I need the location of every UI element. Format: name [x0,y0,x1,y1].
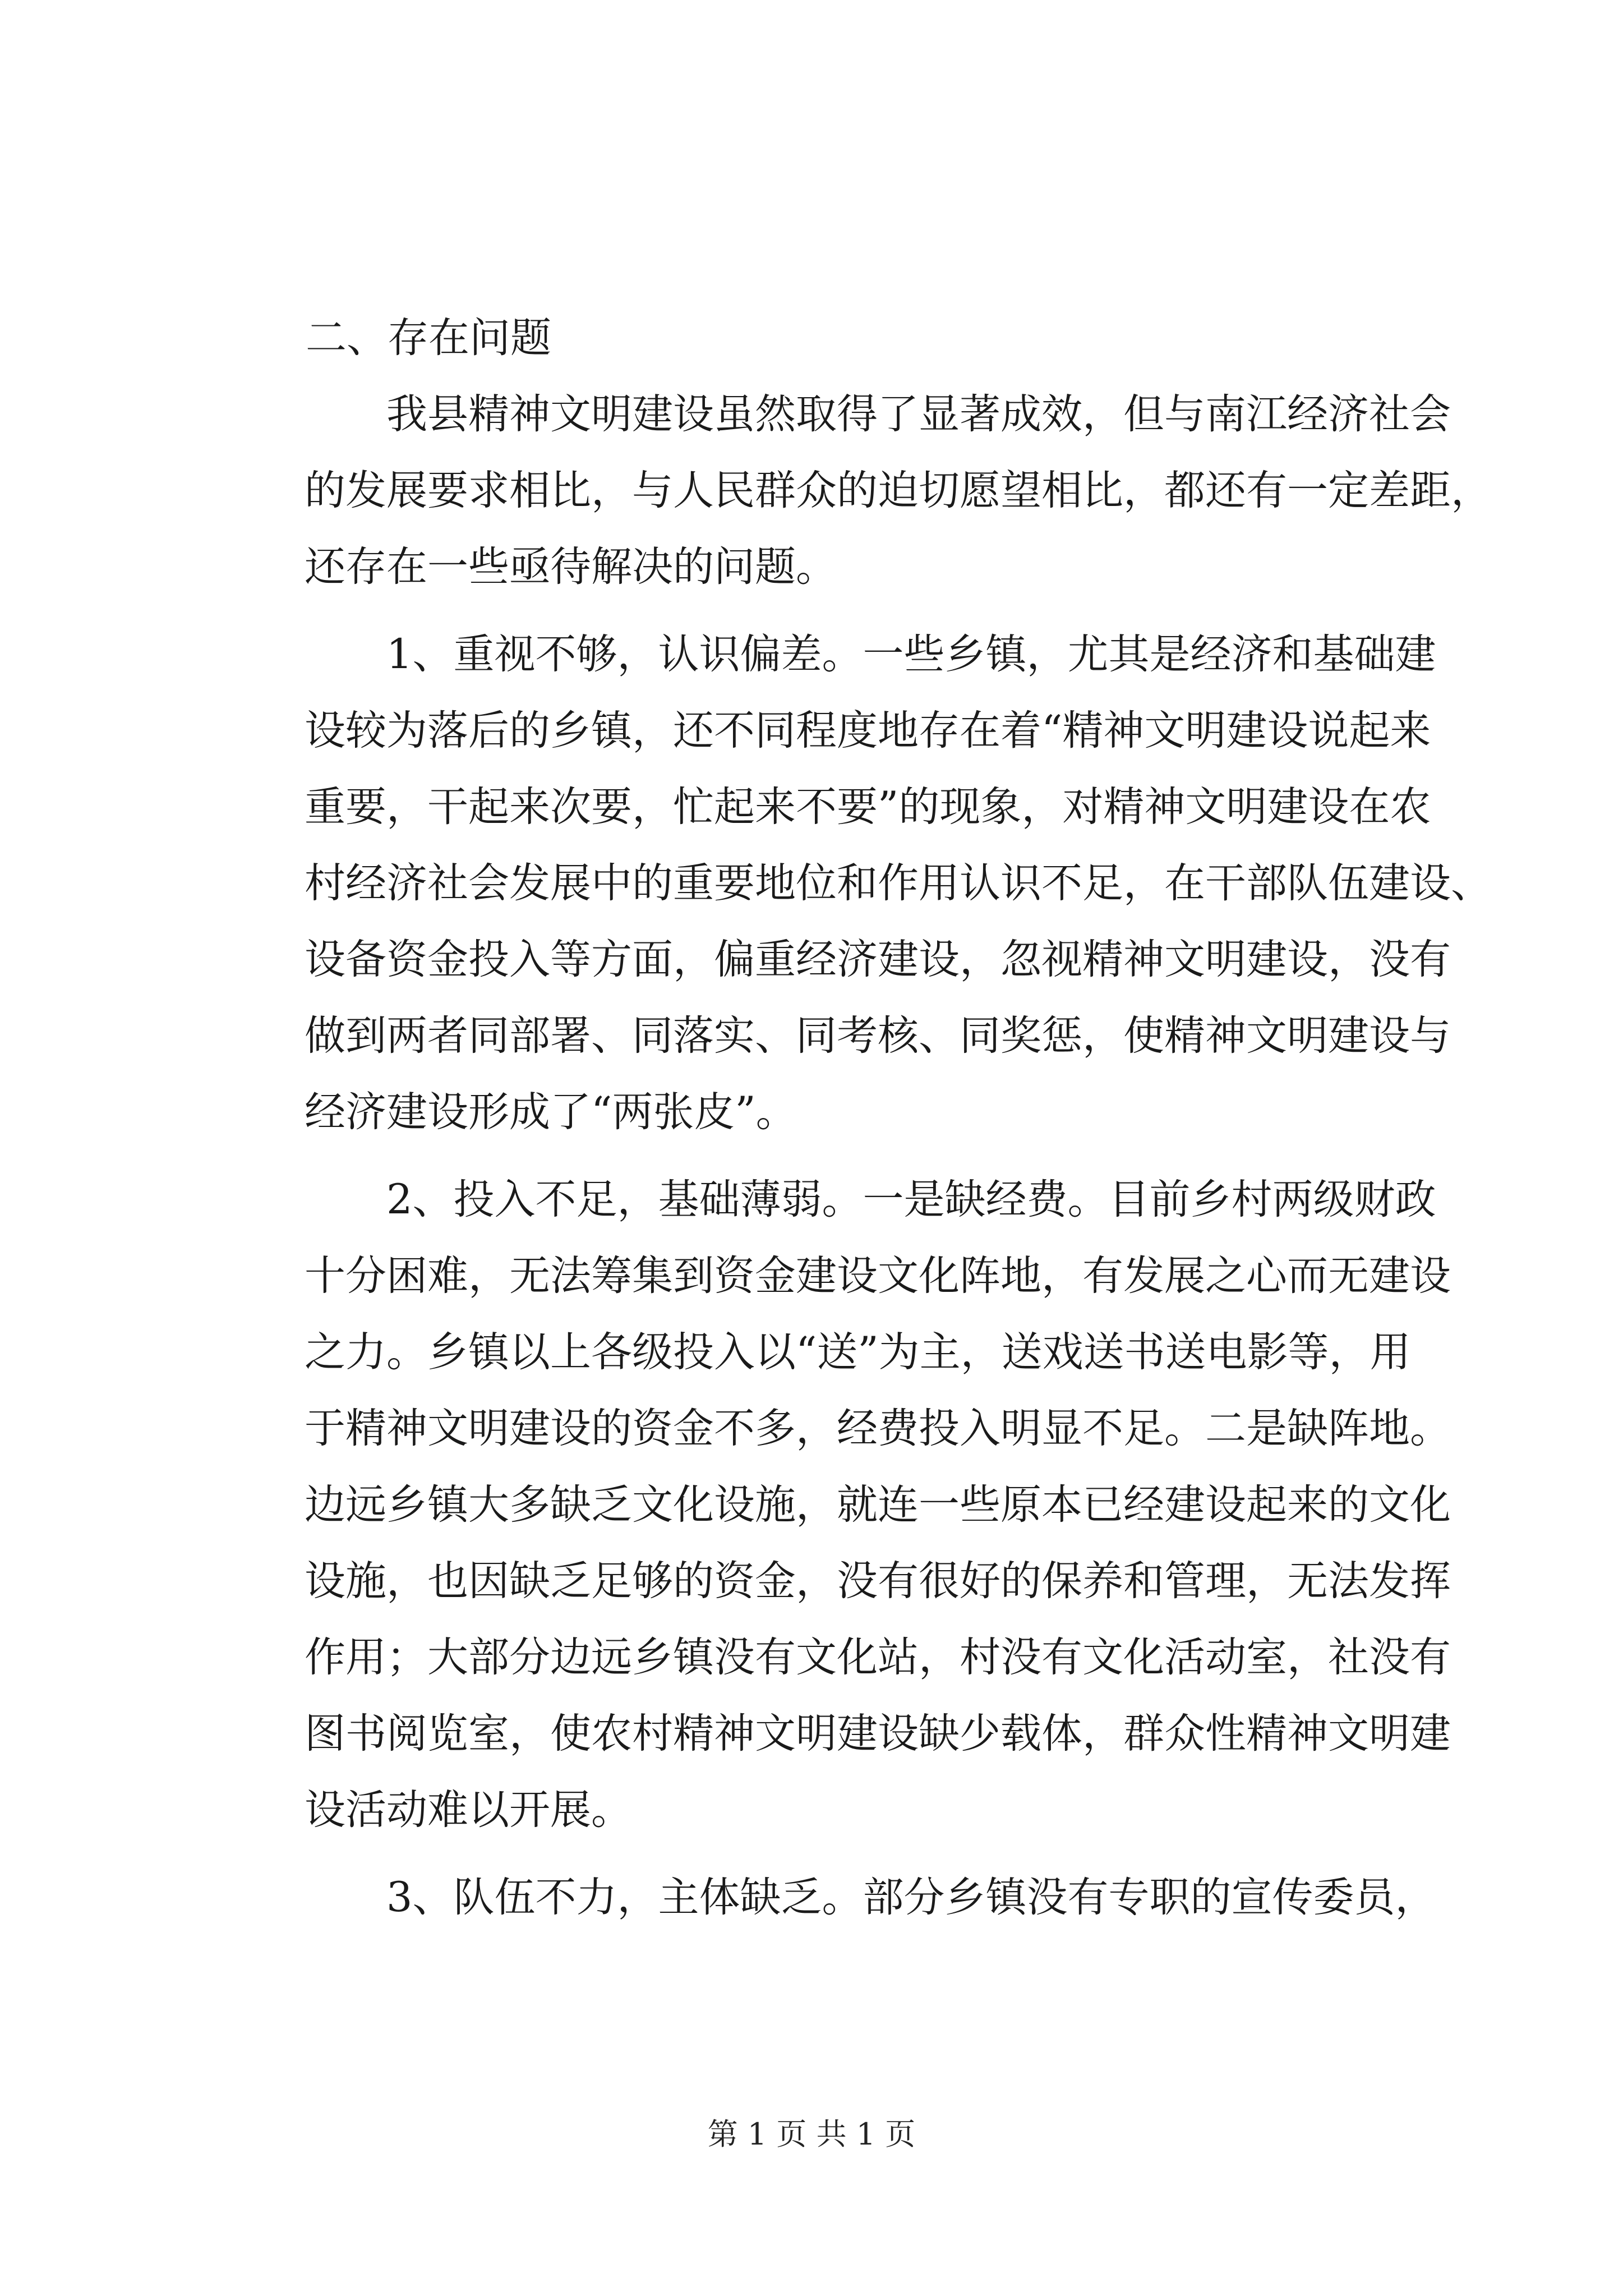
paragraph-line: 设施，也因缺乏足够的资金，没有很好的保养和管理，无法发挥 [305,1557,1451,1605]
paragraph-line: 于精神文明建设的资金不多，经费投入明显不足。二是缺阵地。 [305,1405,1451,1452]
paragraph-line: 3、队伍不力，主体缺乏。部分乡镇没有专职的宣传委员， [386,1874,1436,1921]
paragraph-line: 做到两者同部署、同落实、同考核、同奖惩，使精神文明建设与 [305,1012,1451,1060]
body-paragraph [305,1162,1451,1848]
section-heading: 二、存在问题 [306,314,551,362]
paragraph-line: 经济建设形成了“两张皮”。 [305,1088,797,1136]
paragraph-line: 设较为落后的乡镇，还不同程度地存在着“精神文明建设说起来 [305,707,1431,754]
paragraph-line: 设备资金投入等方面，偏重经济建设，忽视精神文明建设，没有 [305,936,1451,983]
paragraph-line: 我县精神文明建设虽然取得了显著成效，但与南江经济社会 [386,390,1451,438]
paragraph-spacer [305,1848,1421,1860]
page-footer: 第 1 页 共 1 页 [707,2116,916,2152]
paragraph-list [305,376,1492,1936]
paragraph-line: 1、重视不够，认识偏差。一些乡镇，尤其是经济和基础建 [386,631,1436,678]
paragraph-line: 十分困难，无法筹集到资金建设文化阵地，有发展之心而无建设 [305,1252,1451,1300]
paragraph-line: 设活动难以开展。 [305,1786,632,1834]
paragraph-line: 边远乡镇大多缺乏文化设施，就连一些原本已经建设起来的文化 [305,1481,1451,1529]
paragraph-line: 图书阅览室，使农村精神文明建设缺少载体，群众性精神文明建 [305,1710,1451,1757]
paragraph-line: 作用；大部分边远乡镇没有文化站，村没有文化活动室，社没有 [305,1634,1451,1681]
body-paragraph [305,376,1492,605]
paragraph-line: 还存在一些亟待解决的问题。 [305,543,837,591]
body-paragraph [305,616,1492,1151]
paragraph-line: 村经济社会发展中的重要地位和作用认识不足，在干部队伍建设、 [305,859,1492,907]
paragraph-line: 重要，干起来次要，忙起来不要”的现象，对精神文明建设在农 [305,783,1431,831]
paragraph-line: 之力。乡镇以上各级投入以“送”为主，送戏送书送电影等，用 [305,1328,1411,1376]
body-paragraph [305,1860,1436,1936]
paragraph-line: 的发展要求相比，与人民群众的迫切愿望相比，都还有一定差距， [305,467,1492,514]
document-body [305,300,1492,1936]
paragraph-line: 2、投入不足，基础薄弱。一是缺经费。目前乡村两级财政 [386,1176,1436,1223]
paragraph-spacer [305,605,1421,616]
paragraph-spacer [305,1151,1421,1162]
